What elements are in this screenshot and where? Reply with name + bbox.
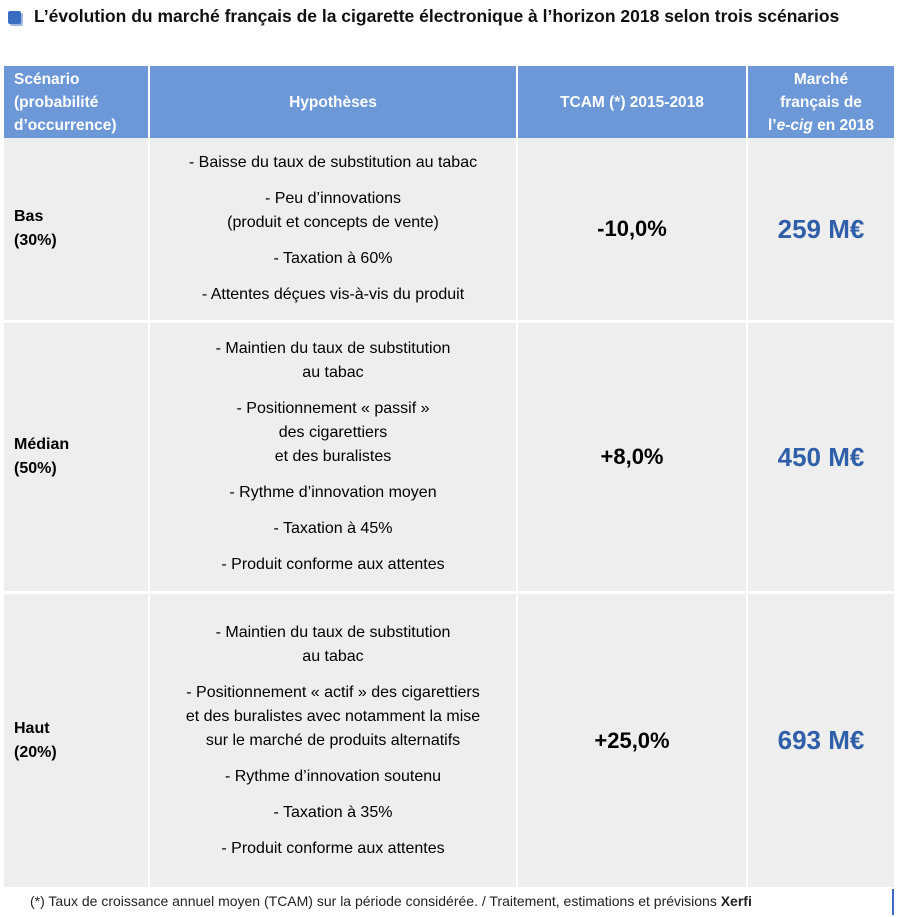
scenario-probability: (50%): [14, 460, 57, 477]
hypothesis-item: - Rythme d’innovation soutenu: [224, 767, 442, 785]
hypotheses-cell: [150, 323, 518, 594]
table-row: [4, 323, 894, 594]
header-market-line: [748, 114, 894, 137]
header-market-suffix: en 2018: [812, 116, 874, 134]
hypothesis-item: - Taxation à 60%: [273, 250, 393, 267]
footnote-text: (*) Taux de croissance annuel moyen (TCAM) sur la période considérée. / Traitement, estimations et prévisions: [30, 893, 721, 909]
hypothesis-item: - Maintien du taux de substitution au tabac: [215, 623, 451, 665]
scenario-probability: (20%): [14, 743, 57, 761]
scenario-cell: [4, 594, 150, 890]
header-scenario-line: (probabilité: [14, 93, 99, 111]
scenario-name: Bas: [14, 208, 44, 225]
header-scenario-line: d’occurrence): [14, 116, 117, 134]
hypothesis-item: - Peu d’innovations (produit et concepts de vente): [227, 190, 439, 231]
market-value: 693 M€: [748, 594, 894, 890]
scenario-name: Médian: [14, 436, 70, 453]
title-block: [8, 4, 888, 29]
header-market-prefix: l’: [768, 116, 777, 134]
scenario-probability: (30%): [14, 232, 57, 249]
footnote-source: Xerfi: [720, 893, 752, 909]
header-market-line: français de: [780, 93, 862, 111]
header-market-line: Marché: [793, 70, 849, 88]
hypothesis-item: - Taxation à 45%: [273, 520, 393, 537]
page-title: L’évolution du marché français de la cigarette électronique à l’horizon 2018 selon trois scénarios: [34, 6, 840, 26]
hypothesis-item: - Rythme d’innovation moyen: [229, 484, 437, 501]
hypothesis-item: - Produit conforme aux attentes: [221, 556, 445, 573]
header-market-italic: e-cig: [776, 116, 813, 134]
tcam-value: +25,0%: [518, 594, 748, 890]
table-row: [4, 138, 894, 323]
header-scenario: [4, 66, 150, 138]
footnote-accent-bar: [892, 889, 894, 915]
hypothesis-item: - Taxation à 35%: [273, 803, 393, 821]
hypotheses-cell: [150, 594, 518, 890]
hypothesis-item: - Maintien du taux de substitution au tabac: [215, 340, 451, 381]
header-hypotheses: Hypothèses: [150, 66, 518, 138]
scenario-cell: [4, 323, 150, 594]
scenario-name: Haut: [14, 719, 50, 737]
header-tcam: TCAM (*) 2015-2018: [518, 66, 748, 138]
square-bullet-icon: [8, 11, 21, 24]
market-value: 450 M€: [748, 323, 894, 594]
scenario-table: [4, 66, 894, 890]
footnote: [30, 893, 752, 909]
market-value: 259 M€: [748, 138, 894, 323]
table-header-row: [4, 66, 894, 138]
scenario-cell: [4, 138, 150, 323]
tcam-value: +8,0%: [518, 323, 748, 594]
hypothesis-item: - Produit conforme aux attentes: [221, 839, 445, 857]
header-scenario-line: Scénario: [14, 70, 80, 88]
table-row: [4, 594, 894, 890]
hypothesis-item: - Positionnement « passif » des cigarettiers et des buralistes: [236, 400, 430, 465]
tcam-value: -10,0%: [518, 138, 748, 323]
hypothesis-item: - Baisse du taux de substitution au tabac: [188, 154, 478, 171]
hypotheses-cell: [150, 138, 518, 323]
hypothesis-item: - Positionnement « actif » des cigarettiers et des buralistes avec notamment la mise sur le marché de produits alternatifs: [185, 683, 481, 749]
hypothesis-item: - Attentes déçues vis-à-vis du produit: [201, 286, 465, 303]
header-market: [748, 66, 894, 138]
